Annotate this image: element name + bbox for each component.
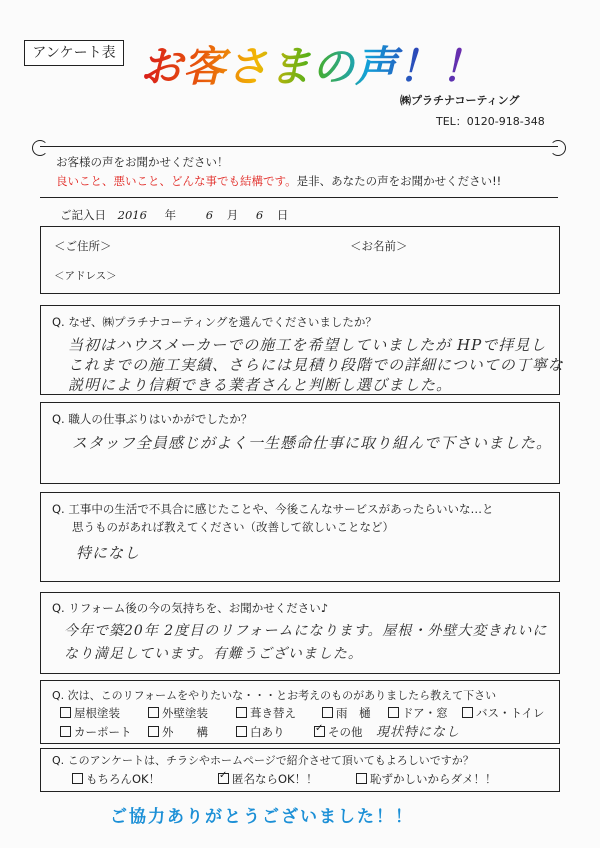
option-label: 屋根塗装 — [74, 706, 120, 720]
option-exterior[interactable] — [148, 724, 208, 740]
answer-1-line-1[interactable]: 当初はハウスメーカーでの施工を希望していましたが HPで拝見し — [68, 336, 547, 354]
checkbox-icon[interactable] — [236, 726, 247, 737]
question-1: Q. なぜ、㈱プラチナコーティングを選んでくださいましたか？ — [52, 315, 377, 329]
question-3-line-2: 思うものがあれば教えてください（改善して欲しいことなど） — [72, 520, 394, 534]
intro-line-1: お客様の声をお聞かせください！ — [56, 155, 229, 169]
question-5: Q. 次は、このリフォームをやりたいな・・・とお考えのものがありましたら教えて下さい — [52, 689, 497, 702]
option-other[interactable] — [314, 724, 363, 740]
checkbox-icon[interactable] — [356, 773, 367, 784]
answer-3[interactable]: 特になし — [76, 544, 141, 562]
question-4: Q. リフォーム後の今の気持ちを、お聞かせください♪ — [52, 601, 329, 615]
date-month[interactable]: 6 — [205, 208, 214, 222]
option-label: ドア・窓 — [402, 706, 448, 720]
checkbox-checked-icon[interactable] — [218, 773, 229, 784]
scroll-curl-left-icon — [32, 140, 48, 156]
checkbox-icon[interactable] — [388, 707, 399, 718]
option-carport[interactable] — [60, 724, 132, 740]
checkbox-checked-icon[interactable] — [314, 726, 325, 737]
option-termite[interactable] — [236, 724, 285, 740]
answer-4-line-2[interactable]: なり満足しています。有難うございました。 — [64, 646, 363, 662]
checkbox-icon[interactable] — [148, 726, 159, 737]
option-label: 葺き替え — [250, 706, 296, 720]
answer-2[interactable]: スタッフ全員感じがよく一生懸命仕事に取り組んで下さいました。 — [72, 434, 553, 452]
question-6: Q. このアンケートは、チラシやホームページで紹介させて頂いてもよろしいですか？ — [52, 754, 474, 767]
intro-line-2 — [56, 173, 501, 189]
option-label: 匿名ならOK！！ — [232, 772, 318, 786]
option-label: もちろんOK！ — [86, 772, 161, 786]
option-label: カーポート — [74, 725, 132, 739]
date-day-unit: 日 — [276, 208, 289, 222]
option-gutter[interactable] — [322, 705, 371, 721]
checkbox-icon[interactable] — [236, 707, 247, 718]
option-label: 雨 樋 — [336, 706, 371, 720]
answer-1-line-2[interactable]: これまでの施工実績、さらには見積り段階での詳細についての丁寧な — [68, 356, 564, 374]
answer-4-line-1[interactable]: 今年で築20年 2度目のリフォームになります。屋根・外壁大変きれいに — [64, 623, 548, 639]
option-anonymous-ok[interactable] — [218, 771, 318, 787]
checkbox-icon[interactable] — [60, 726, 71, 737]
option-label: バス・トイレ — [476, 706, 545, 720]
address-name-section — [40, 226, 560, 294]
address-label: ＜ご住所＞ — [54, 239, 112, 253]
company-name: ㈱プラチナコーティング — [400, 94, 520, 107]
other-answer[interactable]: 現状特になし — [376, 725, 461, 740]
date-day[interactable]: 6 — [255, 208, 264, 222]
option-label: 白あり — [250, 725, 285, 739]
option-no[interactable] — [356, 771, 497, 787]
scroll-curl-right-icon — [550, 140, 566, 156]
option-bath-toilet[interactable] — [462, 705, 544, 721]
checkbox-icon[interactable] — [60, 707, 71, 718]
option-label: 外 構 — [162, 725, 208, 739]
address-value[interactable]: ＜アドレス＞ — [54, 270, 117, 282]
checkbox-icon[interactable] — [72, 773, 83, 784]
page-title: お客さまの声！！ — [140, 34, 484, 94]
option-label: 恥ずかしいからダメ！！ — [370, 772, 497, 786]
survey-tag: アンケート表 — [24, 40, 124, 66]
question-2: Q. 職人の仕事ぶりはいかがでしたか？ — [52, 412, 253, 426]
date-year[interactable]: 2016 — [117, 208, 147, 222]
date-month-unit: 月 — [226, 208, 239, 222]
option-roof-paint[interactable] — [60, 705, 120, 721]
question-3-line-1: Q. 工事中の生活で不具合に感じたことや、今後こんなサービスがあったらいいな…と — [52, 502, 494, 516]
option-label: その他 — [328, 725, 363, 739]
option-reroof[interactable] — [236, 705, 296, 721]
entry-date — [60, 207, 288, 223]
date-label: ご記入日 — [60, 208, 106, 222]
option-door-window[interactable] — [388, 705, 448, 721]
date-year-unit: 年 — [164, 208, 177, 222]
thanks-message: ご協力ありがとうございました！！ — [110, 807, 414, 827]
option-ok[interactable] — [72, 771, 160, 787]
phone-number: TEL：0120-918-348 — [436, 115, 545, 128]
name-label: ＜お名前＞ — [350, 239, 408, 253]
checkbox-icon[interactable] — [148, 707, 159, 718]
intro-emphasis: 良いこと、悪いこと、どんな事でも結構です。 — [56, 174, 297, 188]
checkbox-icon[interactable] — [322, 707, 333, 718]
answer-1-line-3[interactable]: 説明により信頼できる業者さんと判断し選びました。 — [68, 376, 453, 394]
option-label: 外壁塗装 — [162, 706, 208, 720]
intro-request: 是非、あなたの声をお聞かせください!! — [296, 174, 502, 188]
checkbox-icon[interactable] — [462, 707, 473, 718]
option-wall-paint[interactable] — [148, 705, 208, 721]
